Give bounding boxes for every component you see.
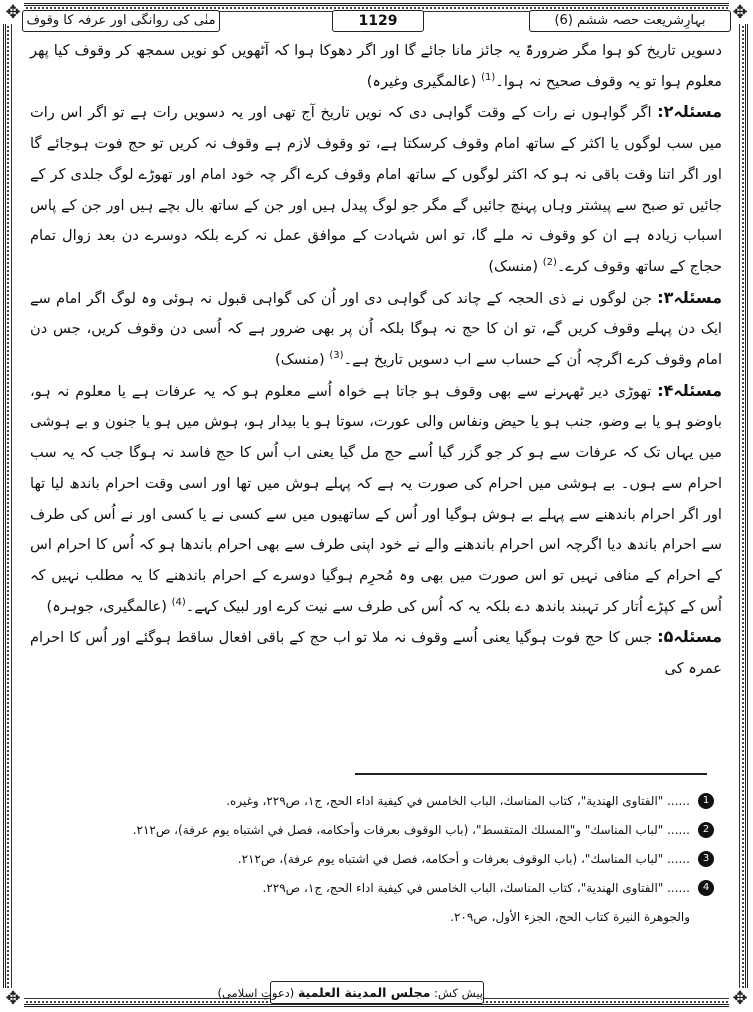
corner-ornament-icon: ✥ bbox=[729, 2, 751, 24]
page-footer bbox=[0, 981, 753, 1005]
source-citation: (منسک) bbox=[275, 351, 325, 369]
footnote-text: ...... "لباب المناسك" و"المسلك المتقسط"، (باب الوقوف بعرفات وأحكامه، فصل في اشتباه يوم عرفة)، ص٢١٢. bbox=[132, 823, 690, 837]
source-citation: (منسک) bbox=[488, 257, 539, 275]
footnote-number-icon: 2 bbox=[698, 822, 714, 838]
corner-ornament-icon: ✥ bbox=[2, 988, 24, 1010]
main-text bbox=[30, 36, 722, 685]
section-title: منٰی کی روانگی اور عرفہ کا وقوف bbox=[22, 10, 220, 32]
footnote-number-icon: 1 bbox=[698, 793, 714, 809]
page-header bbox=[14, 10, 739, 32]
publisher-name: مجلس المدينة العلمية bbox=[297, 985, 431, 1000]
paragraph bbox=[30, 97, 722, 282]
paragraph-text: دسویں تاریخ کو ہوا مگر ضرورۃً یہ جائز مانا جائے گا اور اگر دھوکا ہوا کہ آٹھویں کو نویں سمجھ کر وقوف کیا پھر معلوم ہوا تو یہ وقوف صحیح نہ ہوا۔ bbox=[30, 42, 722, 90]
paragraph bbox=[30, 36, 722, 97]
corner-ornament-icon: ✥ bbox=[2, 2, 24, 24]
footnote-number-icon: 3 bbox=[698, 851, 714, 867]
publisher-box bbox=[217, 981, 484, 1004]
masala-label: مسئلہ۴: bbox=[657, 380, 722, 400]
paragraph-text: جن لوگوں نے ذی الحجہ کے چاند کی گواہی دی اور اُن کی گواہی قبول نہ ہوئی وہ لوگ اگر امام سے ایک دن پہلے وقوف کریں گے، تو ان کا حج نہ ہوگا بلکہ اُن پر بھی ضرور ہے کہ اُسی دن وقوف کریں، جس دن امام وقوف کرے اگرچہ اُن کے حساب سے اب دسویں تاریخ ہے۔ bbox=[30, 289, 722, 369]
footnote-ref: (2) bbox=[542, 257, 557, 269]
footnote-text: ...... "الفتاوى الهندية"، كتاب المناسك، الباب الخامس في كيفية اداء الحج، ج١، ص٢٢٩، وغيره. bbox=[226, 794, 690, 808]
paragraph-text: تھوڑی دیر ٹھہرنے سے بھی وقوف ہو جاتا ہے خواہ اُسے معلوم ہو کہ یہ عرفات ہے یا معلوم نہ ہو، باوضو ہو یا بے وضو، جنب ہو یا حیض ونفاس والی عورت، سوتا ہو یا بیدار ہو، ہوش میں ہو یا جنون و بے ہوشی میں یہاں تک کہ عرفات سے ہو کر جو گزر گیا اُسے حج مل گیا یعنی اب اُس کا حج فاسد نہ ہوگا جب کہ یہ سب احرام سے ہوں۔ بے ہوشی میں احرام کی صورت یہ ہے کہ پہلے ہوش میں تھا اور اسی وقت احرام باندھ لیا تھا اور اگر احرام باندھنے سے پہلے بے ہوش ہوگیا اور اُس کے ساتھیوں میں سے کسی نے یا کسی اور نے اُس کی طرف سے احرام باندھ دیا اگرچہ اس احرام باندھنے والے نے خود اپنی طرف سے بھی احرام باندھا ہو کہ اُس کا احرام اس کے احرام کے منافی نہیں تو اس صورت میں بھی وہ مُحرِم ہوگیا دوسرے کے احرام باندھنے کا یہ مطلب نہیں کہ اُس کے کپڑے اُتار کر تہبند باندھ دے بلکہ یہ کہ اُس کی طرف سے نیت کرے اور لبیک کہے۔ bbox=[30, 382, 722, 615]
paragraph-text: اگر گواہوں نے رات کے وقت گواہی دی کہ نویں تاریخ آج تھی اور یہ دسویں رات ہے تو اگر اس رات میں سب لوگوں یا اکثر کے ساتھ امام وقوف کرسکتا ہے، تو وقوف لازم ہے وقوف نہ کریں تو حج فوت ہوجائے گا اور اگر اتنا وقت باقی نہ ہو کہ اکثر لوگوں کے ساتھ امام وقوف کرے اگر چہ خود امام اور تھوڑے لوگ جلدی کر کے جائیں تو صبح سے پیشتر وہاں پہنچ جائیں گے مگر جو لوگ پیدل ہیں اور جن کے ساتھ بال بچے ہیں اور جن کے پاس اسباب زیادہ ہے ان کو وقوف نہ ملے گا، تو اس شہادت کے موافق عمل نہ کرے بلکہ دوسرے دن بعد زوال تمام حجاج کے ساتھ وقوف کرے۔ bbox=[30, 104, 722, 275]
footnote-item bbox=[30, 816, 714, 845]
footnote-continuation: والجوهرة النيرة كتاب الحج، الجزء الأول، ص٢٠٩. bbox=[450, 910, 690, 924]
masala-label: مسئلہ۳: bbox=[657, 287, 723, 307]
footnote-number-icon: 4 bbox=[698, 880, 714, 896]
paragraph bbox=[30, 622, 722, 684]
source-citation: (عالمگیری وغیرہ) bbox=[366, 72, 477, 90]
masala-label: مسئلہ۵: bbox=[657, 627, 723, 647]
book-title: بہارِشریعت حصہ ششم (6) bbox=[529, 10, 731, 32]
footnote-item bbox=[30, 845, 714, 874]
footnote-divider bbox=[355, 773, 707, 775]
footnote-text: ...... "لباب المناسك"، (باب الوقوف بعرفات و أحكامه، فصل في اشتباه يوم عرفة)، ص٢١٢. bbox=[237, 852, 690, 866]
source-citation: (عالمگیری، جوہرہ) bbox=[46, 597, 167, 615]
footnote-ref: (4) bbox=[171, 596, 186, 608]
footnote-item bbox=[30, 787, 714, 816]
footnote-item bbox=[30, 874, 714, 903]
footnote-ref: (1) bbox=[481, 71, 496, 83]
footnote-text: ...... "الفتاوى الهندية"، كتاب المناسك، الباب الخامس في كيفية اداء الحج، ج١، ص٢٢٩. bbox=[262, 881, 690, 895]
paragraph bbox=[30, 376, 722, 623]
publisher-suffix: (دعوتِ اسلامی) bbox=[217, 986, 295, 1000]
paragraph bbox=[30, 283, 722, 376]
footnote-ref: (3) bbox=[329, 350, 344, 362]
page-number: 1129 bbox=[332, 10, 424, 32]
paragraph-text: جس کا حج فوت ہوگیا یعنی اُسے وقوف نہ ملا تو اب حج کے باقی افعال ساقط ہوگئے اور اُس کا احرام عمرہ کی bbox=[30, 629, 722, 678]
corner-ornament-icon: ✥ bbox=[729, 988, 751, 1010]
publisher-prefix: پیش کش: bbox=[434, 986, 483, 1000]
footnotes bbox=[30, 787, 714, 932]
masala-label: مسئلہ۲: bbox=[657, 102, 722, 122]
